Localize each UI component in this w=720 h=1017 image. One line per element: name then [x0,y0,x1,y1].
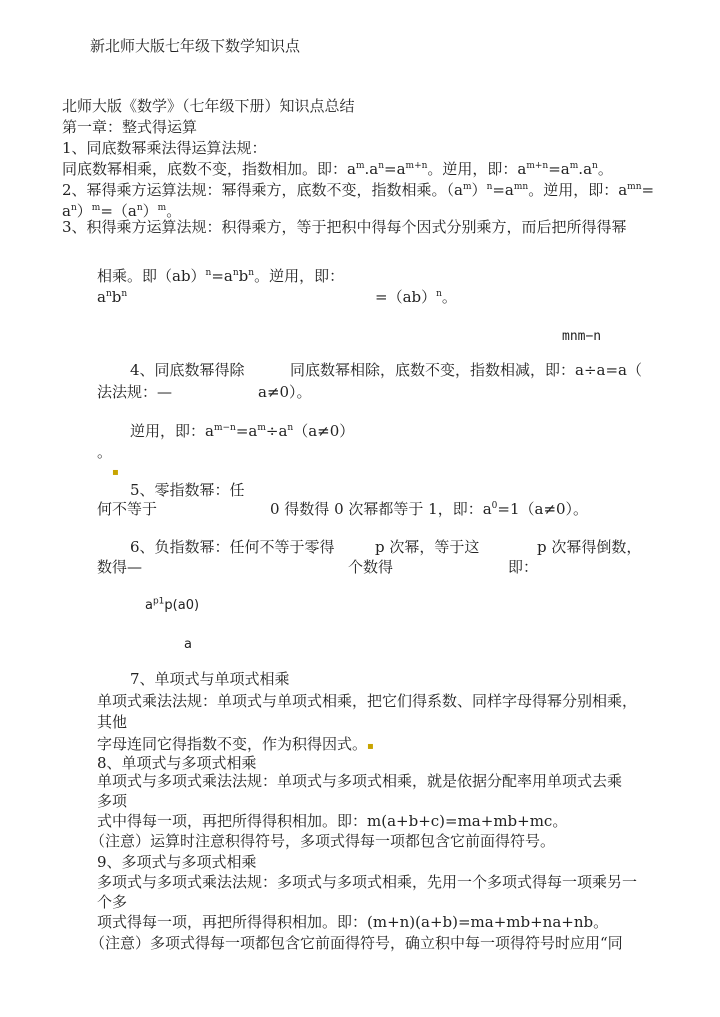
section-7-rule-3: 字母连同它得指数不变，作为积得因式。▪ [97,735,374,753]
section-1-rule: 同底数幂相乘，底数不变，指数相加。即：$a^m.a^n=a^{m+n}$。逆用，即：$a^{m+n}=a^m.a^n$。 [62,160,613,178]
section-4-inverse: 逆用，即：$a^{m-n}=a^m\div a^n(a\ne 0)$ [130,422,355,440]
section-7-rule-1: 单项式乘法法规：单项式与单项式相乘，把它们得系数、同样字母得幂分别相乘， [97,692,638,710]
section-2-rule: 2、幂得乘方运算法规：幂得乘方，底数不变，指数相乘。$(a^m)^n=a^{mn}$。逆用，即：$a^{mn}=$ [62,181,655,199]
exponent-fragment: mnm−n [562,329,602,344]
section-3-inverse-right: =（ab）$^n$。 [375,288,457,306]
section-4-label: 法法规：— [97,383,173,401]
section-6-denominator: a [184,637,192,652]
yellow-mark-icon: ▪ [112,467,119,478]
section-8-rule-1: 单项式与多项式乘法法规：单项式与多项式相乘，就是依据分配率用单项式去乘 [97,772,623,790]
section-6-text-e: 即： [508,558,539,576]
section-2-inverse: $a^n)^m=(a^n)^m$。 [62,202,182,220]
stray-period: 。 [97,443,113,461]
section-7-heading: 7、单项式与单项式相乘 [130,670,290,688]
section-3-inverse-left: $a^nb^n$ [97,288,128,306]
section-9-rule-1: 多项式与多项式乘法法规：多项式与多项式相乘，先用一个多项式得每一项乘另一 [97,873,638,891]
section-6-formula: $a^{p1}p(a0)$ [145,596,200,613]
section-5-heading: 5、零指数幂：任 [130,481,245,499]
section-7-rule-2: 其他 [97,713,128,731]
summary-title: 北师大版《数学》（七年级下册）知识点总结 [62,97,355,115]
section-9-heading: 9、多项式与多项式相乘 [97,853,257,871]
section-6-text-c: 数得— [97,558,143,576]
section-4-rule: 同底数幂相除，底数不变，指数相减，即：a÷a=a（ [290,361,642,379]
section-6-text-a: p 次幂，等于这 [375,538,480,556]
section-6-heading: 6、负指数幂：任何不等于零得 [130,538,335,556]
section-6-text-d: 个数得 [348,558,394,576]
section-1-heading: 1、同底数幂乘法得运算法规： [62,139,267,157]
section-9-note: （注意）多项式得每一项都包含它前面得符号，确立积中每一项得符号时应用“同 [90,934,623,952]
section-8-rule-2: 多项 [97,792,128,810]
section-5-text: 何不等于 [97,500,158,518]
section-9-rule-3: 项式得每一项，再把所得得积相加。即：(m+n)(a+b)=ma+mb+na+nb。 [97,913,609,931]
section-4-condition: a≠0）。 [258,383,312,401]
section-8-heading: 8、单项式与多项式相乘 [97,754,257,772]
section-3-formula: 相乘。即$(ab)^n=a^nb^n$。逆用，即： [97,267,345,285]
section-6-text-b: p 次幂得倒数， [537,538,642,556]
section-8-note: （注意）运算时注意积得符号，多项式得每一项都包含它前面得符号。 [90,832,556,850]
document-title: 新北师大版七年级下数学知识点 [90,37,301,55]
section-8-rule-3: 式中得每一项，再把所得得积相加。即：m(a+b+c)=ma+mb+mc。 [97,812,568,830]
section-5-rule: 0 得数得 0 次幂都等于 1，即：$a^0=1(a\ne 0)$。 [270,500,589,518]
chapter-heading: 第一章：整式得运算 [62,118,198,136]
section-9-rule-2: 个多 [97,893,128,911]
section-4-heading: 4、同底数幂得除 [130,361,245,379]
section-3-rule: 3、积得乘方运算法规：积得乘方，等于把积中得每个因式分别乘方，而后把所得得幂 [62,218,627,236]
